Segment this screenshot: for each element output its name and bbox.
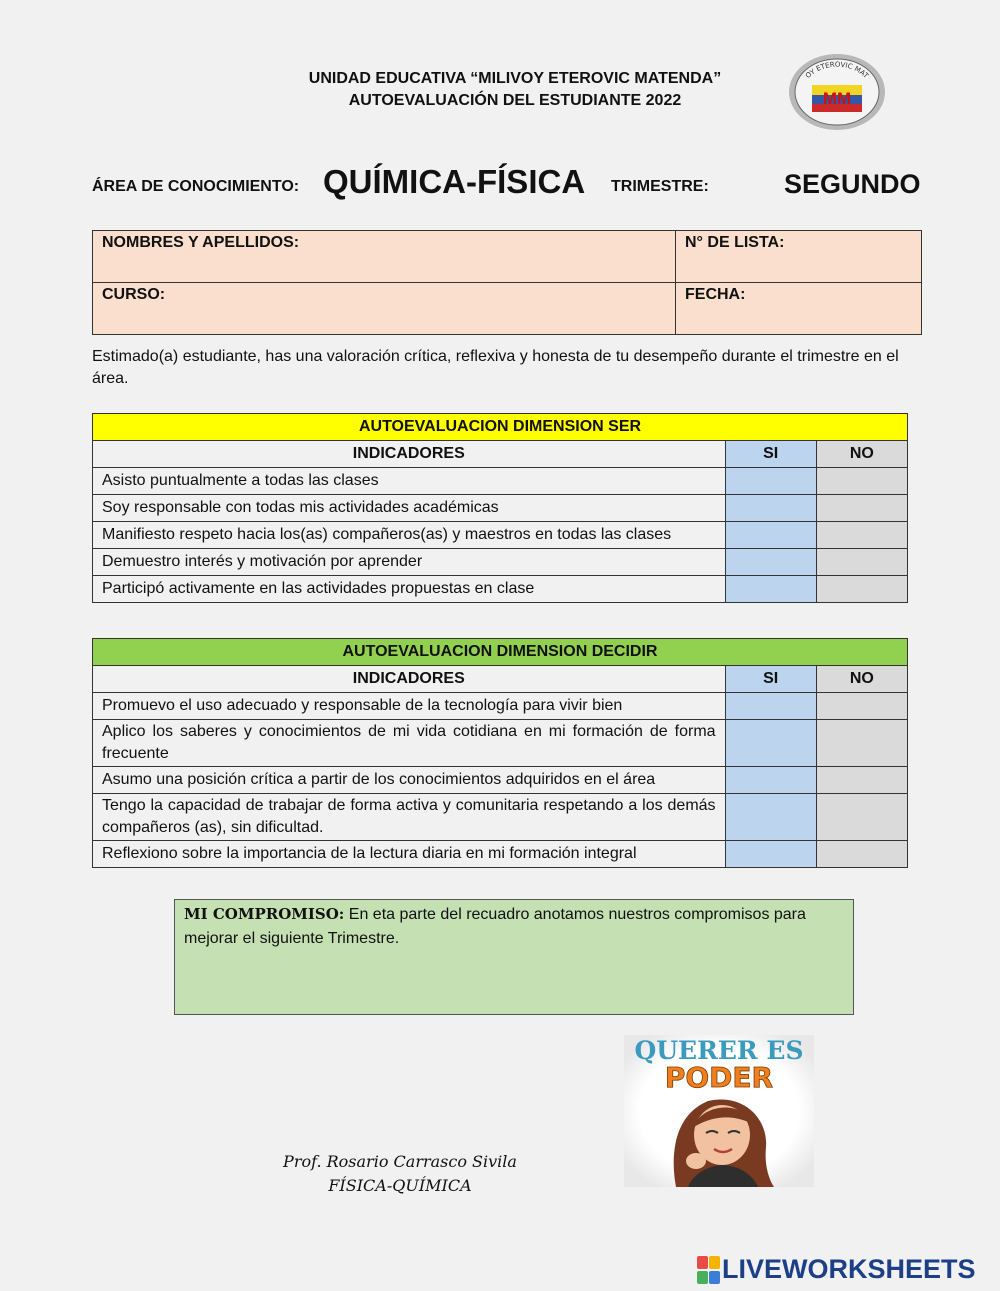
- no-checkbox[interactable]: [816, 693, 907, 720]
- decidir-table: [92, 638, 908, 868]
- ser-title: AUTOEVALUACION DIMENSION SER: [93, 414, 908, 441]
- document-header: [230, 68, 800, 112]
- student-info-table: [92, 230, 922, 335]
- indicator-text: Reflexiono sobre la importancia de la lectura diaria en mi formación integral: [93, 841, 726, 868]
- trimester-label: TRIMESTRE:: [611, 178, 709, 195]
- date-label: FECHA:: [685, 286, 746, 303]
- indicator-text: Soy responsable con todas mis actividades académicas: [93, 495, 726, 522]
- decidir-col-si: SI: [725, 666, 816, 693]
- motivation-line2: PODER: [664, 1061, 774, 1094]
- decidir-title: AUTOEVALUACION DIMENSION DECIDIR: [93, 639, 908, 666]
- watermark-text: LIVEWORKSHEETS: [722, 1254, 976, 1284]
- si-checkbox[interactable]: [725, 576, 816, 603]
- school-logo: [786, 52, 888, 132]
- si-checkbox[interactable]: [725, 767, 816, 794]
- ser-col-si: SI: [725, 441, 816, 468]
- table-row: [93, 522, 908, 549]
- no-checkbox[interactable]: [816, 549, 907, 576]
- table-row: [93, 767, 908, 794]
- list-number-label: N° DE LISTA:: [685, 234, 785, 251]
- si-checkbox[interactable]: [725, 841, 816, 868]
- names-field[interactable]: [93, 231, 676, 283]
- si-checkbox[interactable]: [725, 549, 816, 576]
- si-checkbox[interactable]: [725, 468, 816, 495]
- signature-subject: FÍSICA-QUÍMICA: [328, 1176, 472, 1195]
- school-name: UNIDAD EDUCATIVA “MILIVOY ETEROVIC MATENDA”: [308, 70, 722, 87]
- commitment-box[interactable]: [174, 899, 854, 1015]
- indicator-text: Aplico los saberes y conocimientos de mi vida cotidiana en mi formación de forma frecuente: [93, 720, 726, 767]
- names-label: NOMBRES Y APELLIDOS:: [102, 234, 300, 251]
- ser-table: [92, 413, 908, 603]
- list-number-field[interactable]: [676, 231, 922, 283]
- commitment-text: En eta parte del recuadro anotamos nuestros compromisos para mejorar el siguiente Trimestre.: [184, 906, 806, 947]
- si-checkbox[interactable]: [725, 693, 816, 720]
- si-checkbox[interactable]: [725, 522, 816, 549]
- indicator-text: Tengo la capacidad de trabajar de forma activa y comunitaria respetando a los demás compañeros (as), sin dificultad.: [93, 794, 726, 841]
- signature-block: [240, 1150, 560, 1198]
- intro-text: Estimado(a) estudiante, has una valoración crítica, reflexiva y honesta de tu desempeño durante el trimestre en el área.: [92, 348, 899, 387]
- area-value: QUÍMICA-FÍSICA: [323, 163, 586, 200]
- trimester-value: SEGUNDO: [784, 169, 921, 199]
- no-checkbox[interactable]: [816, 468, 907, 495]
- date-field[interactable]: [676, 283, 922, 335]
- decidir-col-no: NO: [816, 666, 907, 693]
- ser-col-indicators: INDICADORES: [93, 441, 726, 468]
- indicator-text: Asisto puntualmente a todas las clases: [93, 468, 726, 495]
- no-checkbox[interactable]: [816, 720, 907, 767]
- area-label: ÁREA DE CONOCIMIENTO:: [92, 178, 300, 195]
- no-checkbox[interactable]: [816, 522, 907, 549]
- signature-name: Prof. Rosario Carrasco Sivila: [283, 1152, 517, 1171]
- ser-col-no: NO: [816, 441, 907, 468]
- course-label: CURSO:: [102, 286, 166, 303]
- table-row: [93, 549, 908, 576]
- table-row: [93, 794, 908, 841]
- commitment-label: MI COMPROMISO:: [184, 905, 345, 923]
- indicator-text: Demuestro interés y motivación por aprender: [93, 549, 726, 576]
- table-row: [93, 693, 908, 720]
- si-checkbox[interactable]: [725, 495, 816, 522]
- logo-arc-text: OY ETEROVIC MAT: [804, 60, 870, 80]
- document-subtitle: AUTOEVALUACIÓN DEL ESTUDIANTE 2022: [348, 92, 682, 109]
- si-checkbox[interactable]: [725, 720, 816, 767]
- indicator-text: Participó activamente en las actividades propuestas en clase: [93, 576, 726, 603]
- table-row: [93, 841, 908, 868]
- no-checkbox[interactable]: [816, 794, 907, 841]
- no-checkbox[interactable]: [816, 841, 907, 868]
- table-row: [93, 576, 908, 603]
- decidir-col-indicators: INDICADORES: [93, 666, 726, 693]
- motivation-image: [624, 1035, 814, 1187]
- table-row: [93, 495, 908, 522]
- logo-initials: MM: [822, 89, 852, 108]
- no-checkbox[interactable]: [816, 495, 907, 522]
- liveworksheets-logo-icon: [697, 1256, 721, 1284]
- si-checkbox[interactable]: [725, 794, 816, 841]
- table-row: [93, 468, 908, 495]
- course-field[interactable]: [93, 283, 676, 335]
- no-checkbox[interactable]: [816, 767, 907, 794]
- no-checkbox[interactable]: [816, 576, 907, 603]
- table-row: [93, 720, 908, 767]
- indicator-text: Manifiesto respeto hacia los(as) compañeros(as) y maestros en todas las clases: [93, 522, 726, 549]
- indicator-text: Asumo una posición crítica a partir de los conocimientos adquiridos en el área: [93, 767, 726, 794]
- indicator-text: Promuevo el uso adecuado y responsable de la tecnología para vivir bien: [93, 693, 726, 720]
- motivation-line1: QUERER ES: [634, 1036, 804, 1065]
